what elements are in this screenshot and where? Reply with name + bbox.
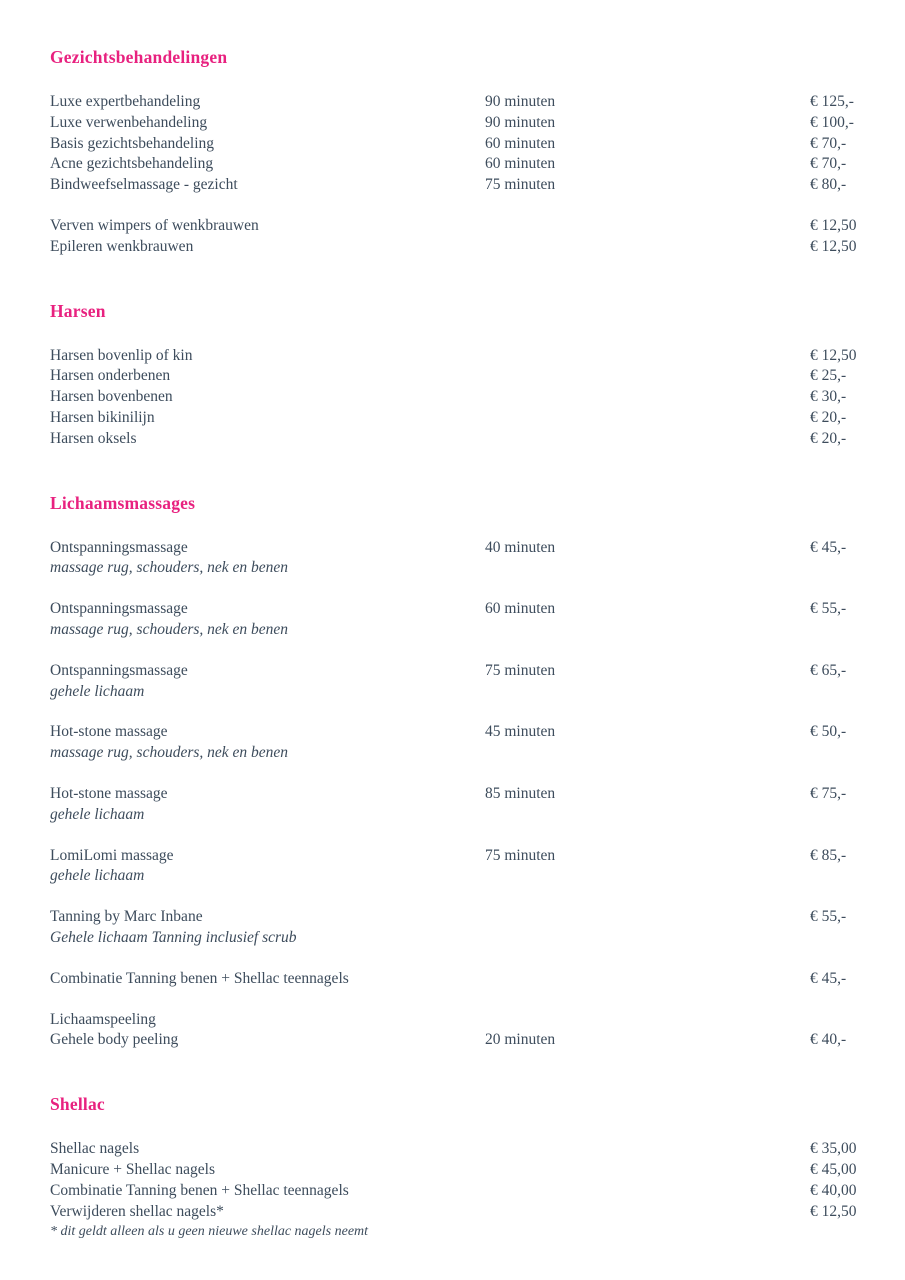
service-duration: 90 minuten <box>485 113 556 131</box>
service-duration: 45 minuten <box>485 723 556 741</box>
service-row <box>50 237 863 258</box>
service-duration <box>485 387 810 408</box>
service-duration <box>485 408 810 429</box>
service-row <box>50 599 863 641</box>
service-duration <box>485 1010 810 1031</box>
service-row-line <box>50 722 863 743</box>
service-row-line <box>50 387 863 408</box>
service-price: € 55,- <box>810 600 847 618</box>
service-price: € 45,- <box>810 538 847 556</box>
service-name: Acne gezichtsbehandeling <box>50 155 214 173</box>
service-row-line <box>50 599 863 620</box>
service-name: Harsen bovenbenen <box>50 388 173 406</box>
service-group <box>50 538 863 580</box>
service-row-line <box>50 784 863 805</box>
service-row-line <box>50 907 863 928</box>
service-row <box>50 1139 863 1160</box>
service-row-line <box>50 346 863 367</box>
service-duration <box>485 216 810 237</box>
section-footnote: * dit geldt alleen als u geen nieuwe shellac nagels neemt <box>50 1224 369 1240</box>
service-group <box>50 907 863 949</box>
service-row <box>50 154 863 175</box>
service-group <box>50 784 863 826</box>
service-row <box>50 722 863 764</box>
service-row-line <box>50 366 863 387</box>
service-price <box>810 1010 863 1031</box>
service-price: € 12,50 <box>810 237 857 255</box>
service-price: € 65,- <box>810 661 847 679</box>
service-row-line <box>50 846 863 867</box>
service-name: Harsen onderbenen <box>50 367 171 385</box>
service-price: € 12,50 <box>810 346 857 364</box>
price-section <box>50 1093 863 1243</box>
service-row <box>50 346 863 367</box>
service-row-line <box>50 538 863 559</box>
service-row-line <box>50 429 863 450</box>
service-name: Combinatie Tanning benen + Shellac teennagels <box>50 1181 349 1199</box>
service-row <box>50 784 863 826</box>
service-name: Shellac nagels <box>50 1140 140 1158</box>
service-subtitle: gehele lichaam <box>50 867 145 885</box>
service-name: Ontspanningsmassage <box>50 661 188 679</box>
service-group <box>50 1010 863 1052</box>
service-name: Luxe verwenbehandeling <box>50 113 208 131</box>
price-section <box>50 492 863 1052</box>
service-name: Manicure + Shellac nagels <box>50 1160 215 1178</box>
service-row-line <box>50 661 863 682</box>
service-duration: 75 minuten <box>485 661 556 679</box>
service-price: € 20,- <box>810 408 847 426</box>
service-duration: 40 minuten <box>485 538 556 556</box>
service-row-line <box>50 969 863 990</box>
service-group <box>50 722 863 764</box>
section-groups <box>50 1139 863 1222</box>
service-row-line <box>50 1181 863 1202</box>
service-duration <box>485 1181 810 1202</box>
section-title: Lichaamsmassages <box>50 492 196 513</box>
service-row <box>50 969 863 990</box>
section-groups <box>50 538 863 1052</box>
service-row <box>50 538 863 580</box>
service-row <box>50 661 863 703</box>
service-price: € 35,00 <box>810 1140 857 1158</box>
service-duration: 60 minuten <box>485 155 556 173</box>
service-price: € 40,00 <box>810 1181 857 1199</box>
service-row-line <box>50 175 863 196</box>
service-row-line <box>50 237 863 258</box>
service-row <box>50 175 863 196</box>
service-row <box>50 408 863 429</box>
service-group <box>50 969 863 990</box>
service-subtitle: gehele lichaam <box>50 805 145 823</box>
service-name: Ontspanningsmassage <box>50 538 188 556</box>
service-row <box>50 1160 863 1181</box>
service-row-line <box>50 1139 863 1160</box>
service-group <box>50 846 863 888</box>
service-subtitle: gehele lichaam <box>50 682 145 700</box>
service-price: € 70,- <box>810 134 847 152</box>
service-row <box>50 387 863 408</box>
service-price: € 12,50 <box>810 1202 857 1220</box>
price-section <box>50 300 863 450</box>
service-row <box>50 92 863 113</box>
service-group <box>50 92 863 196</box>
service-price: € 55,- <box>810 908 847 926</box>
service-name: Luxe expertbehandeling <box>50 93 201 110</box>
service-row <box>50 846 863 888</box>
service-row <box>50 216 863 237</box>
service-duration: 60 minuten <box>485 600 556 618</box>
section-title: Gezichtsbehandelingen <box>50 47 228 67</box>
service-row <box>50 1030 863 1051</box>
service-row-line <box>50 113 863 134</box>
service-name: Hot-stone massage <box>50 784 168 802</box>
service-row <box>50 1010 863 1031</box>
service-row-line <box>50 92 863 113</box>
service-row-line <box>50 154 863 175</box>
service-duration: 85 minuten <box>485 784 556 802</box>
service-duration: 75 minuten <box>485 846 556 864</box>
service-name: Tanning by Marc Inbane <box>50 908 203 926</box>
service-price: € 70,- <box>810 155 847 173</box>
service-price: € 45,- <box>810 969 847 987</box>
service-row <box>50 907 863 949</box>
service-price: € 40,- <box>810 1031 847 1049</box>
service-group <box>50 1139 863 1222</box>
service-row-line <box>50 134 863 155</box>
section-groups <box>50 92 863 258</box>
service-row-line <box>50 1010 863 1031</box>
service-row-line <box>50 1202 863 1223</box>
service-row-line <box>50 1030 863 1051</box>
service-name: Hot-stone massage <box>50 723 168 741</box>
service-duration <box>485 346 810 367</box>
service-subtitle: Gehele lichaam Tanning inclusief scrub <box>50 928 297 946</box>
service-duration: 90 minuten <box>485 93 556 110</box>
service-row <box>50 1202 863 1223</box>
service-row <box>50 429 863 450</box>
service-duration: 20 minuten <box>485 1031 556 1049</box>
service-name: Verven wimpers of wenkbrauwen <box>50 216 259 234</box>
service-row-line <box>50 216 863 237</box>
service-name: Combinatie Tanning benen + Shellac teennagels <box>50 969 349 987</box>
service-duration <box>485 1139 810 1160</box>
service-price: € 30,- <box>810 388 847 406</box>
service-price: € 100,- <box>810 113 854 131</box>
service-price: € 12,50 <box>810 216 857 234</box>
section-groups <box>50 346 863 450</box>
service-group <box>50 216 863 258</box>
service-name: Harsen bovenlip of kin <box>50 346 193 364</box>
service-price: € 125,- <box>810 93 854 110</box>
section-title: Harsen <box>50 300 106 321</box>
service-price: € 20,- <box>810 429 847 447</box>
service-duration: 75 minuten <box>485 176 556 194</box>
section-title: Shellac <box>50 1094 105 1115</box>
service-name: Lichaamspeeling <box>50 1010 156 1028</box>
service-duration <box>485 1160 810 1181</box>
service-duration <box>485 907 810 928</box>
service-name: Basis gezichtsbehandeling <box>50 134 214 152</box>
service-group <box>50 346 863 450</box>
service-price: € 45,00 <box>810 1160 857 1178</box>
service-row-line <box>50 1160 863 1181</box>
service-name: Gehele body peeling <box>50 1031 179 1049</box>
service-name: LomiLomi massage <box>50 846 174 864</box>
service-duration: 60 minuten <box>485 134 556 152</box>
service-price: € 25,- <box>810 367 847 385</box>
service-name: Verwijderen shellac nagels* <box>50 1202 224 1220</box>
service-name: Harsen oksels <box>50 429 137 447</box>
service-subtitle: massage rug, schouders, nek en benen <box>50 744 289 762</box>
service-price: € 80,- <box>810 176 847 194</box>
service-row <box>50 1181 863 1202</box>
service-duration <box>485 969 810 990</box>
service-group <box>50 599 863 641</box>
service-duration <box>485 429 810 450</box>
service-name: Epileren wenkbrauwen <box>50 237 194 255</box>
service-row <box>50 134 863 155</box>
service-name: Bindweefselmassage - gezicht <box>50 176 238 194</box>
service-duration <box>485 237 810 258</box>
service-duration <box>485 1202 810 1223</box>
service-subtitle: massage rug, schouders, nek en benen <box>50 559 289 577</box>
service-row <box>50 113 863 134</box>
price-section <box>50 46 863 258</box>
service-row <box>50 366 863 387</box>
service-price: € 85,- <box>810 846 847 864</box>
service-row-line <box>50 408 863 429</box>
service-name: Ontspanningsmassage <box>50 600 188 618</box>
service-name: Harsen bikinilijn <box>50 408 155 426</box>
service-subtitle: massage rug, schouders, nek en benen <box>50 620 289 638</box>
service-duration <box>485 366 810 387</box>
service-price: € 50,- <box>810 723 847 741</box>
service-price: € 75,- <box>810 784 847 802</box>
service-group <box>50 661 863 703</box>
